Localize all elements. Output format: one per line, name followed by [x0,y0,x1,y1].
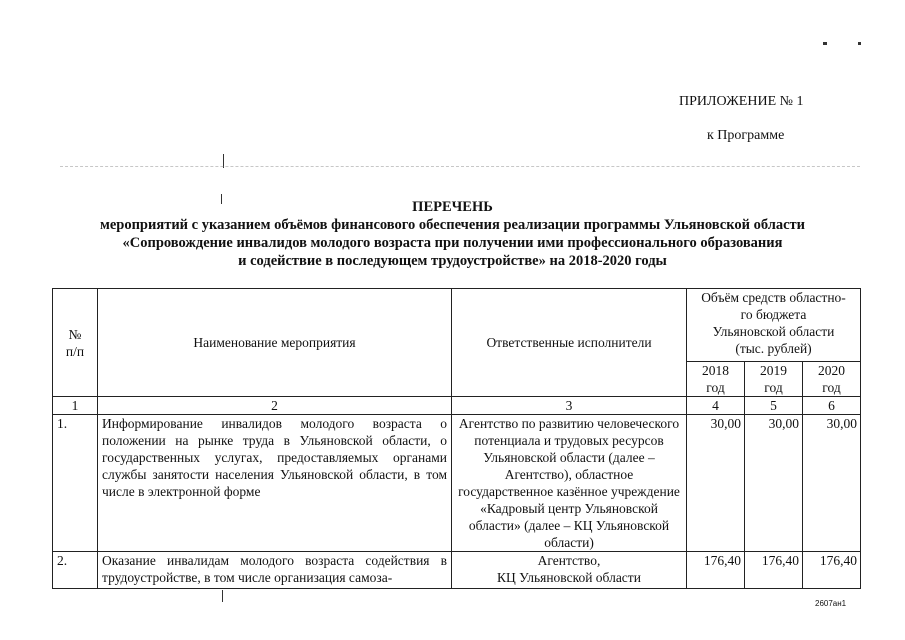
index-cell: 3 [452,397,687,415]
row-number: 1. [53,415,98,552]
header-measure-name: Наименование мероприятия [98,289,452,397]
index-cell: 1 [53,397,98,415]
table-index-row [53,397,861,415]
document-subtitle-line3: и содействие в последующем трудоустройстве» на 2018-2020 годы [238,253,667,269]
header-executors: Ответственные исполнители [452,289,687,397]
index-cell: 2 [98,397,452,415]
index-cell: 5 [745,397,803,415]
row-value-2019: 30,00 [745,415,803,552]
scan-speck [222,590,223,602]
table-header-row [53,289,861,362]
index-cell: 6 [803,397,861,415]
row-measure-name: Оказание инвалидам молодого возраста содействия в трудоустройстве, в том числе организация самоза- [98,552,452,589]
row-executors: Агентство по развитию человеческого потенциала и трудовых ресурсов Ульяновской области (далее – Агентство), областное государственное казённое учреждение «Кадровый центр Ульяновской области» (далее – КЦ Ульяновской области) [452,415,687,552]
table-row [53,552,861,589]
document-title: ПЕРЕЧЕНЬ [412,199,493,215]
row-value-2019: 176,40 [745,552,803,589]
scan-line [60,166,860,168]
header-year-2019: 2019 год [745,362,803,397]
scan-speck [823,42,827,45]
measures-table [52,288,861,589]
document-subtitle-line1: мероприятий с указанием объёмов финансового обеспечения реализации программы Ульяновской области [99,217,806,233]
page-code: 2607ан1 [815,599,847,608]
row-measure-name: Информирование инвалидов молодого возраста о положении на рынке труда в Ульяновской области, о государственных услугах, предоставляемых органами службы занятости населения Ульяновской области, в том числе в электронной форме [98,415,452,552]
row-number: 2. [53,552,98,589]
header-year-2018: 2018 год [687,362,745,397]
row-value-2020: 176,40 [803,552,861,589]
program-label: к Программе [707,128,785,143]
row-value-2018: 30,00 [687,415,745,552]
header-budget: Объём средств областно- го бюджета Ульяновской области (тыс. рублей) [687,289,861,362]
table-row [53,415,861,552]
row-value-2020: 30,00 [803,415,861,552]
row-value-2018: 176,40 [687,552,745,589]
document-subtitle-line2: «Сопровождение инвалидов молодого возраста при получении ими профессионального образования [122,235,783,251]
index-cell: 4 [687,397,745,415]
header-number: № п/п [53,289,98,397]
header-year-2020: 2020 год [803,362,861,397]
row-executors: Агентство, КЦ Ульяновской области [452,552,687,589]
appendix-label: ПРИЛОЖЕНИЕ № 1 [679,94,804,109]
scan-speck [858,42,861,45]
